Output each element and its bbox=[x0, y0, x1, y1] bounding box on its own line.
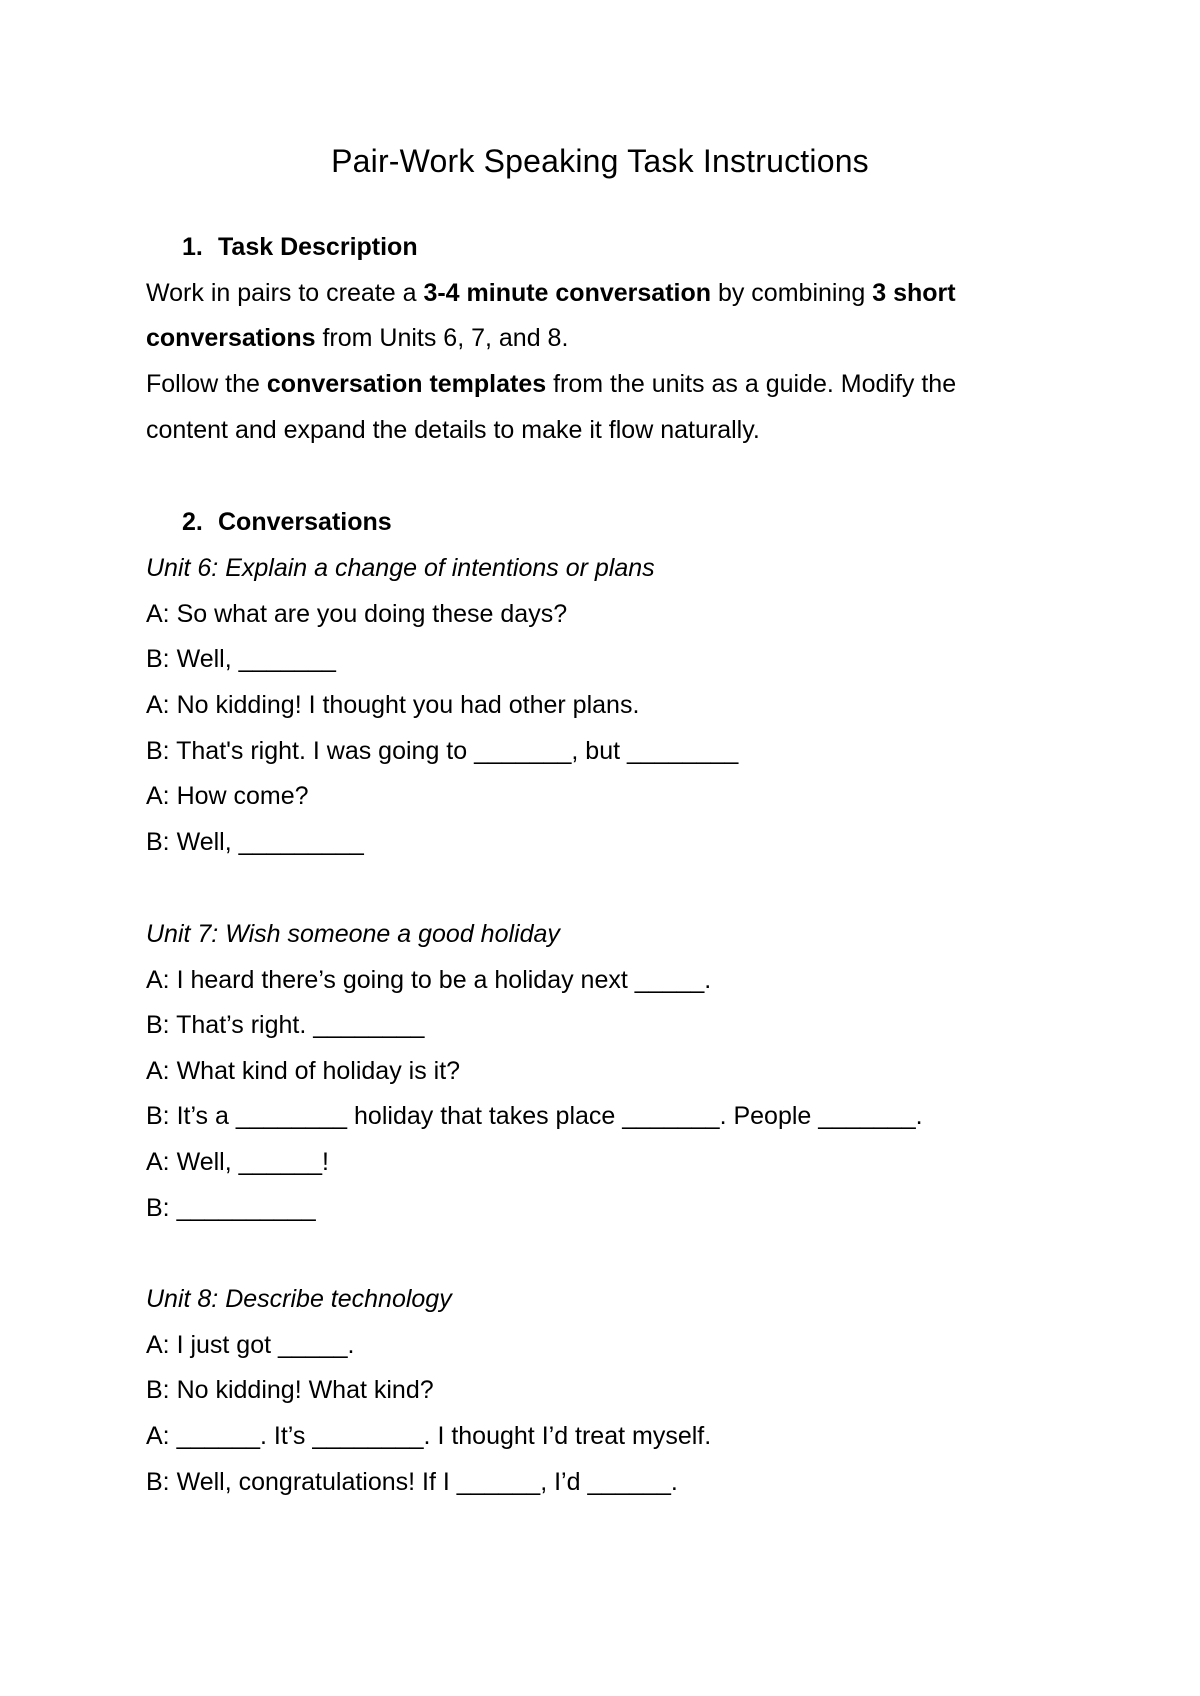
unit-7-line: B: __________ bbox=[146, 1194, 316, 1222]
section-number: 2. bbox=[182, 508, 203, 536]
unit-6-line: A: So what are you doing these days? bbox=[146, 600, 568, 628]
bold-text-run: conversation templates bbox=[266, 370, 547, 398]
text-run: Follow the bbox=[146, 370, 267, 398]
unit-6-line: A: How come? bbox=[146, 782, 309, 810]
unit-8-title: Unit 8: Describe technology bbox=[146, 1285, 452, 1313]
unit-7-line: B: That’s right. ________ bbox=[146, 1011, 425, 1039]
page-title: Pair-Work Speaking Task Instructions bbox=[331, 143, 869, 179]
section-title: Conversations bbox=[218, 508, 392, 536]
unit-6-line: B: Well, _________ bbox=[146, 828, 364, 856]
unit-8-line: B: No kidding! What kind? bbox=[146, 1376, 434, 1404]
unit-7-line: A: Well, ______! bbox=[146, 1148, 329, 1176]
section-title: Task Description bbox=[218, 233, 418, 261]
unit-6-line: A: No kidding! I thought you had other plans. bbox=[146, 691, 640, 719]
section-number: 1. bbox=[182, 233, 203, 261]
bold-text-run: 3 short bbox=[872, 279, 956, 307]
unit-8-line: A: I just got _____. bbox=[146, 1331, 355, 1359]
task-description-line-3 bbox=[146, 369, 956, 399]
text-run: from the units as a guide. Modify the bbox=[546, 370, 957, 398]
unit-7-title: Unit 7: Wish someone a good holiday bbox=[146, 920, 560, 948]
unit-6-title: Unit 6: Explain a change of intentions or plans bbox=[146, 554, 655, 582]
bold-text-run: conversations bbox=[146, 324, 316, 352]
unit-7-line: B: It’s a ________ holiday that takes place _______. People _______. bbox=[146, 1102, 923, 1130]
unit-8-line: B: Well, congratulations! If I ______, I’d ______. bbox=[146, 1468, 678, 1496]
task-description-line-4: content and expand the details to make it flow naturally. bbox=[146, 416, 760, 444]
unit-7-line: A: I heard there’s going to be a holiday next _____. bbox=[146, 966, 712, 994]
task-description-line-1 bbox=[146, 278, 956, 308]
text-run: Work in pairs to create a bbox=[146, 279, 424, 307]
unit-8-line: A: ______. It’s ________. I thought I’d treat myself. bbox=[146, 1422, 712, 1450]
unit-7-line: A: What kind of holiday is it? bbox=[146, 1057, 461, 1085]
unit-6-line: B: Well, _______ bbox=[146, 645, 336, 673]
section-heading-conversations bbox=[182, 508, 392, 537]
bold-text-run: 3-4 minute conversation bbox=[423, 279, 712, 307]
task-description-line-2 bbox=[146, 323, 568, 353]
unit-6-line: B: That's right. I was going to _______, but ________ bbox=[146, 737, 739, 765]
section-heading-task-description bbox=[182, 233, 418, 262]
text-run: from Units 6, 7, and 8. bbox=[315, 324, 569, 352]
text-run: by combining bbox=[711, 279, 873, 307]
